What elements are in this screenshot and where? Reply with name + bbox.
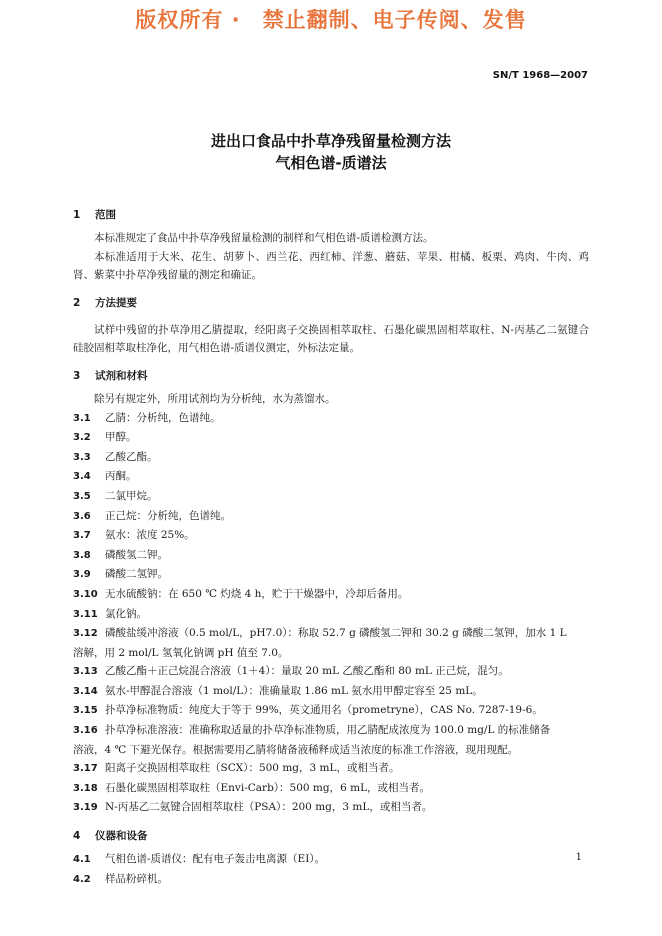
list-item bbox=[73, 779, 589, 799]
list-item bbox=[73, 682, 589, 702]
document-title bbox=[0, 130, 662, 174]
list-item bbox=[73, 585, 589, 605]
item-text: 磷酸二氢钾。 bbox=[105, 568, 168, 581]
list-item bbox=[73, 409, 589, 429]
item-text: 正己烷：分析纯，色谱纯。 bbox=[105, 509, 231, 522]
section-heading bbox=[73, 827, 589, 845]
item-text: 氨水-甲醇混合溶液（1 mol/L）：准确量取 1.86 mL 氨水用甲醇定容至 25 mL。 bbox=[105, 684, 483, 697]
item-text: 气相色谱-质谱仪：配有电子轰击电离源（EI）。 bbox=[105, 853, 326, 866]
item-text: N-丙基乙二氨键合固相萃取柱（PSA）：200 mg，3 mL，或相当者。 bbox=[105, 801, 433, 814]
standard-code: SN/T 1968—2007 bbox=[492, 70, 588, 81]
item-number: 3.10 bbox=[73, 588, 98, 600]
item-number: 3.7 bbox=[73, 530, 91, 542]
item-text: 无水硫酸钠：在 650 ℃ 灼烧 4 h，贮于干燥器中，冷却后备用。 bbox=[105, 587, 409, 600]
copyright-watermark: 版权所有 · 禁止翻制、电子传阅、发售 bbox=[135, 8, 527, 32]
item-number: 3.11 bbox=[73, 608, 98, 620]
item-continuation: 溶液，4 ℃ 下避光保存。根据需要用乙腈将储备液稀释成适当浓度的标准工作溶液，现用现配。 bbox=[73, 743, 519, 756]
item-text: 丙酮。 bbox=[105, 470, 137, 483]
list-item bbox=[73, 565, 589, 585]
list-item bbox=[73, 759, 589, 779]
item-number: 3.19 bbox=[73, 802, 98, 814]
section-heading bbox=[73, 206, 589, 224]
item-number: 3.6 bbox=[73, 510, 91, 522]
section-number: 3 bbox=[73, 369, 81, 382]
paragraph: 除另有规定外，所用试剂均为分析纯，水为蒸馏水。 bbox=[94, 392, 336, 405]
item-number: 3.9 bbox=[73, 569, 91, 581]
list-item bbox=[73, 850, 589, 870]
section-title: 方法提要 bbox=[95, 296, 137, 309]
item-text: 磷酸氢二钾。 bbox=[105, 548, 168, 561]
list-item bbox=[73, 870, 589, 890]
item-text: 阳离子交换固相萃取柱（SCX）：500 mg，3 mL，或相当者。 bbox=[105, 762, 400, 775]
item-number: 3.17 bbox=[73, 763, 98, 775]
item-text: 乙酸乙酯。 bbox=[105, 450, 158, 463]
item-text: 氨水：浓度 25%。 bbox=[105, 529, 195, 542]
list-item bbox=[73, 448, 589, 468]
item-number: 3.8 bbox=[73, 549, 91, 561]
item-number: 3.18 bbox=[73, 782, 98, 794]
document-body bbox=[73, 206, 589, 889]
list-item bbox=[73, 428, 589, 448]
item-text: 石墨化碳黑固相萃取柱（Envi-Carb）：500 mg，6 mL，或相当者。 bbox=[105, 781, 431, 794]
item-text: 磷酸盐缓冲溶液（0.5 mol/L，pH7.0）：称取 52.7 g 磷酸氢二钾和 30.2 g 磷酸二氢钾，加水 1 L bbox=[105, 627, 567, 640]
item-number: 3.14 bbox=[73, 685, 98, 697]
item-text: 甲醇。 bbox=[105, 431, 137, 444]
list-item bbox=[73, 662, 589, 682]
equipment-list bbox=[73, 850, 589, 889]
item-text: 乙酸乙酯＋正己烷混合溶液（1＋4）：量取 20 mL 乙酸乙酯和 80 mL 正己烷，混匀。 bbox=[105, 665, 509, 678]
list-item bbox=[73, 721, 589, 741]
list-item bbox=[73, 507, 589, 527]
section-heading bbox=[73, 294, 589, 312]
list-item bbox=[73, 605, 589, 625]
section-title: 范围 bbox=[95, 209, 116, 221]
list-item bbox=[73, 526, 589, 546]
list-item bbox=[73, 701, 589, 721]
paragraph: 本标准规定了食品中扑草净残留量检测的制样和气相色谱-质谱检测方法。 bbox=[94, 232, 434, 244]
item-number: 3.12 bbox=[73, 628, 98, 640]
item-number: 3.5 bbox=[73, 490, 91, 502]
list-item bbox=[73, 487, 589, 507]
section-heading bbox=[73, 367, 589, 385]
section-number: 4 bbox=[73, 830, 81, 843]
title-line-1: 进出口食品中扑草净残留量检测方法 bbox=[210, 132, 451, 150]
item-continuation: 溶解，用 2 mol/L 氢氧化钠调 pH 值至 7.0。 bbox=[73, 646, 289, 659]
section-title: 试剂和材料 bbox=[95, 369, 148, 382]
item-text: 乙腈：分析纯，色谱纯。 bbox=[105, 411, 221, 424]
item-number: 3.3 bbox=[73, 451, 91, 463]
item-text: 样品粉碎机。 bbox=[105, 872, 168, 885]
section-number: 2 bbox=[73, 296, 81, 309]
item-text: 扑草净标准物质：纯度大于等于 99%，英文通用名（prometryne），CAS No. 7287-19-6。 bbox=[105, 704, 543, 717]
list-item bbox=[73, 546, 589, 566]
paragraph: 试样中残留的扑草净用乙腈提取，经阳离子交换固相萃取柱、石墨化碳黑固相萃取柱、N-丙基乙二氨键合硅胶固相萃取柱净化，用气相色谱-质谱仪测定，外标法定量。 bbox=[73, 323, 589, 355]
title-line-2: 气相色谱-质谱法 bbox=[275, 154, 387, 172]
item-number: 3.16 bbox=[73, 725, 98, 737]
item-text: 扑草净标准溶液：准确称取适量的扑草净标准物质，用乙腈配成浓度为 100.0 mg/L 的标准储备 bbox=[105, 724, 551, 737]
item-number: 4.1 bbox=[73, 854, 91, 866]
item-number: 3.15 bbox=[73, 705, 98, 717]
item-number: 3.1 bbox=[73, 412, 91, 424]
item-number: 3.4 bbox=[73, 471, 91, 483]
list-item bbox=[73, 798, 589, 818]
section-number: 1 bbox=[73, 209, 81, 221]
item-number: 3.13 bbox=[73, 666, 98, 678]
list-item bbox=[73, 624, 589, 644]
reagent-list bbox=[73, 409, 589, 818]
section-title: 仪器和设备 bbox=[95, 830, 148, 843]
list-item bbox=[73, 467, 589, 487]
page-number: 1 bbox=[575, 852, 582, 863]
item-text: 二氯甲烷。 bbox=[105, 489, 158, 502]
item-number: 3.2 bbox=[73, 432, 91, 444]
item-text: 氯化钠。 bbox=[105, 607, 147, 620]
item-number: 4.2 bbox=[73, 873, 91, 885]
paragraph: 本标准适用于大米、花生、胡萝卜、西兰花、西红柿、洋葱、蘑菇、苹果、柑橘、板栗、鸡肉、牛肉、鸡肾、紫菜中扑草净残留量的测定和确证。 bbox=[73, 250, 589, 282]
